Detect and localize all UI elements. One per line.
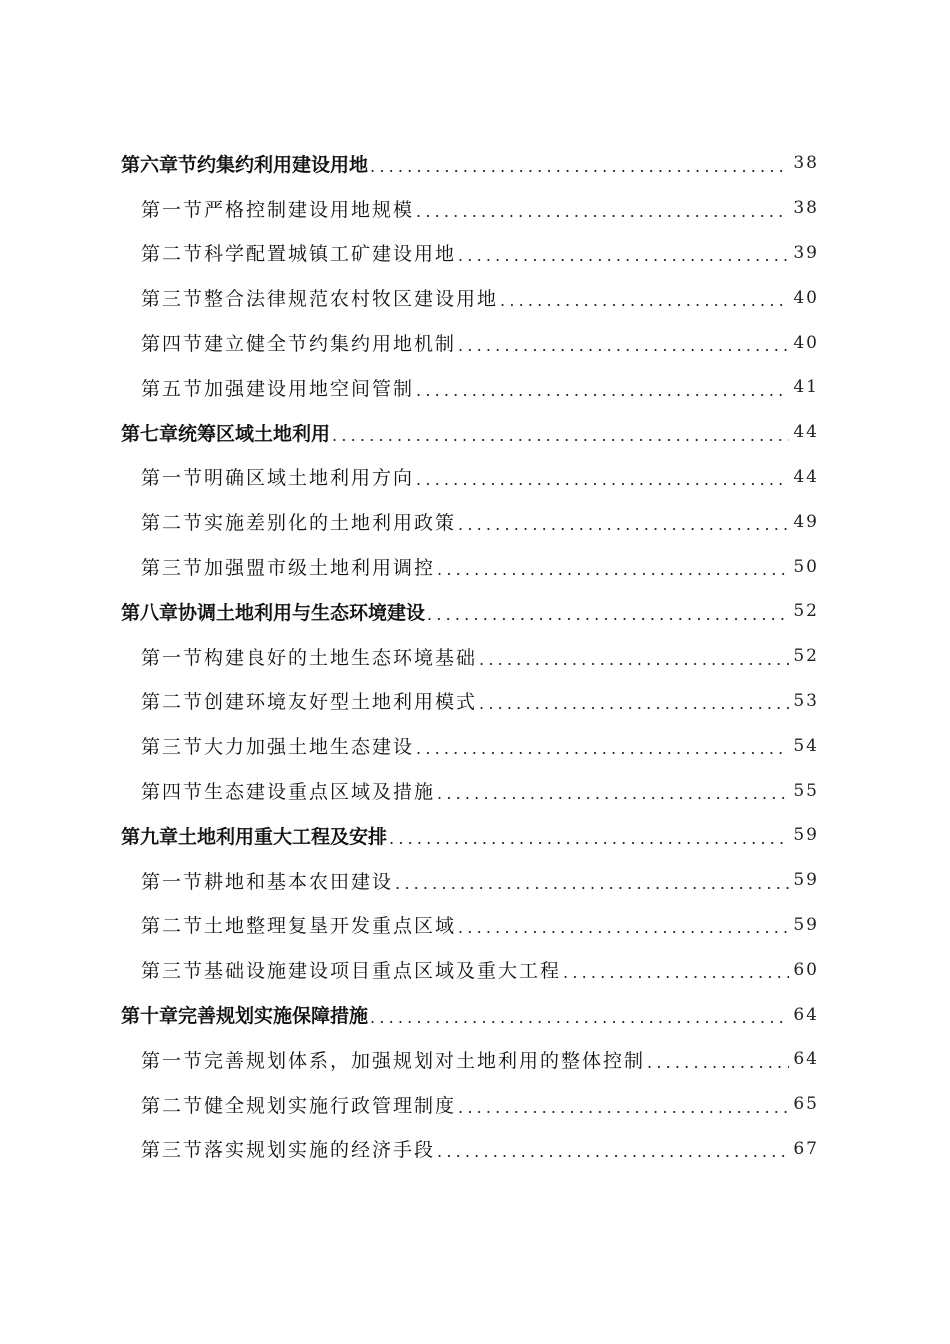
section-number: 第二节 bbox=[141, 512, 205, 535]
page-number: 52 bbox=[793, 601, 819, 622]
section-title: 整合法律规范农村牧区建设用地 bbox=[204, 288, 499, 311]
section-number: 第一节 bbox=[141, 646, 205, 669]
chapter-number: 第六章 bbox=[121, 153, 179, 176]
section-title: 基础设施建设项目重点区域及重大工程 bbox=[204, 960, 562, 983]
dot-leader bbox=[458, 515, 789, 534]
toc-section-entry bbox=[121, 499, 819, 544]
toc-chapter-entry bbox=[121, 410, 819, 455]
toc-chapter-entry bbox=[121, 141, 819, 186]
page-number: 59 bbox=[793, 825, 819, 846]
toc-chapter-entry bbox=[121, 589, 819, 634]
section-number: 第一节 bbox=[141, 870, 205, 893]
section-title: 创建环境友好型土地利用模式 bbox=[204, 691, 478, 714]
page-number: 59 bbox=[793, 870, 819, 891]
toc-chapter-entry bbox=[121, 813, 819, 858]
chapter-title: 土地利用重大工程及安排 bbox=[178, 825, 388, 848]
section-title: 实施差别化的土地利用政策 bbox=[204, 512, 457, 535]
dot-leader bbox=[370, 157, 789, 176]
toc-section-entry bbox=[121, 1082, 819, 1127]
dot-leader bbox=[416, 202, 789, 221]
toc-chapter-entry bbox=[121, 992, 819, 1037]
page-number: 53 bbox=[793, 690, 819, 711]
page-number: 49 bbox=[793, 511, 819, 532]
toc-section-entry bbox=[121, 186, 819, 231]
section-title: 科学配置城镇工矿建设用地 bbox=[204, 243, 457, 266]
dot-leader bbox=[563, 963, 789, 982]
section-number: 第一节 bbox=[141, 467, 205, 490]
dot-leader bbox=[437, 1142, 789, 1161]
dot-leader bbox=[458, 336, 789, 355]
chapter-title: 完善规划实施保障措施 bbox=[178, 1005, 369, 1028]
section-title: 明确区域土地利用方向 bbox=[204, 467, 415, 490]
section-title: 生态建设重点区域及措施 bbox=[204, 781, 436, 804]
page-number: 54 bbox=[793, 735, 819, 756]
section-number: 第四节 bbox=[141, 781, 205, 804]
section-title: 构建良好的土地生态环境基础 bbox=[204, 646, 478, 669]
dot-leader bbox=[427, 605, 789, 624]
chapter-number: 第七章 bbox=[121, 422, 179, 445]
toc-section-entry bbox=[121, 455, 819, 500]
toc-section-entry bbox=[121, 679, 819, 724]
dot-leader bbox=[437, 560, 789, 579]
section-title: 加强盟市级土地利用调控 bbox=[204, 557, 436, 580]
chapter-title: 统筹区域土地利用 bbox=[178, 422, 331, 445]
page-number: 44 bbox=[793, 466, 819, 487]
section-title: 落实规划实施的经济手段 bbox=[204, 1139, 436, 1162]
dot-leader bbox=[370, 1008, 789, 1027]
dot-leader bbox=[395, 874, 789, 893]
dot-leader bbox=[416, 470, 789, 489]
dot-leader bbox=[458, 918, 789, 937]
toc-section-entry bbox=[121, 1037, 819, 1082]
toc-section-entry bbox=[121, 231, 819, 276]
page-number: 41 bbox=[793, 377, 819, 398]
section-number: 第一节 bbox=[141, 198, 205, 221]
page-number: 38 bbox=[793, 153, 819, 174]
toc-section-entry bbox=[121, 544, 819, 589]
chapter-number: 第十章 bbox=[121, 1005, 179, 1028]
toc-section-entry bbox=[121, 275, 819, 320]
section-number: 第三节 bbox=[141, 557, 205, 580]
chapter-number: 第八章 bbox=[121, 601, 179, 624]
page-number: 50 bbox=[793, 556, 819, 577]
dot-leader bbox=[500, 291, 789, 310]
dot-leader bbox=[389, 829, 789, 848]
page-number: 67 bbox=[793, 1138, 819, 1159]
dot-leader bbox=[479, 650, 789, 669]
page-number: 38 bbox=[793, 198, 819, 219]
page-number: 59 bbox=[793, 914, 819, 935]
section-number: 第二节 bbox=[141, 243, 205, 266]
toc-section-entry bbox=[121, 365, 819, 410]
dot-leader bbox=[416, 739, 789, 758]
dot-leader bbox=[416, 381, 789, 400]
toc-section-entry bbox=[121, 1127, 819, 1172]
section-title: 土地整理复垦开发重点区域 bbox=[204, 915, 457, 938]
dot-leader bbox=[458, 246, 789, 265]
section-number: 第一节 bbox=[141, 1049, 205, 1072]
section-title: 完善规划体系，加强规划对土地利用的整体控制 bbox=[204, 1049, 646, 1072]
section-number: 第二节 bbox=[141, 1094, 205, 1117]
dot-leader bbox=[332, 426, 789, 445]
dot-leader bbox=[458, 1098, 789, 1117]
page-number: 64 bbox=[793, 1004, 819, 1025]
section-number: 第三节 bbox=[141, 1139, 205, 1162]
section-title: 健全规划实施行政管理制度 bbox=[204, 1094, 457, 1117]
page-number: 65 bbox=[793, 1094, 819, 1115]
toc-section-entry bbox=[121, 320, 819, 365]
page-number: 60 bbox=[793, 959, 819, 980]
toc-section-entry bbox=[121, 858, 819, 903]
page-number: 52 bbox=[793, 646, 819, 667]
section-title: 加强建设用地空间管制 bbox=[204, 377, 415, 400]
section-number: 第三节 bbox=[141, 960, 205, 983]
toc-section-entry bbox=[121, 723, 819, 768]
page-number: 39 bbox=[793, 242, 819, 263]
toc-section-entry bbox=[121, 768, 819, 813]
page-number: 40 bbox=[793, 287, 819, 308]
section-number: 第二节 bbox=[141, 691, 205, 714]
chapter-title: 节约集约利用建设用地 bbox=[178, 153, 369, 176]
toc-section-entry bbox=[121, 634, 819, 679]
page-number: 44 bbox=[793, 422, 819, 443]
table-of-contents bbox=[121, 141, 819, 1171]
section-title: 严格控制建设用地规模 bbox=[204, 198, 415, 221]
section-number: 第四节 bbox=[141, 333, 205, 356]
page-number: 55 bbox=[793, 780, 819, 801]
section-title: 耕地和基本农田建设 bbox=[204, 870, 394, 893]
dot-leader bbox=[437, 784, 789, 803]
toc-section-entry bbox=[121, 903, 819, 948]
section-title: 大力加强土地生态建设 bbox=[204, 736, 415, 759]
section-number: 第五节 bbox=[141, 377, 205, 400]
section-number: 第三节 bbox=[141, 288, 205, 311]
chapter-title: 协调土地利用与生态环境建设 bbox=[178, 601, 426, 624]
page-number: 64 bbox=[793, 1049, 819, 1070]
page-number: 40 bbox=[793, 332, 819, 353]
section-title: 建立健全节约集约用地机制 bbox=[204, 333, 457, 356]
chapter-number: 第九章 bbox=[121, 825, 179, 848]
dot-leader bbox=[479, 694, 789, 713]
dot-leader bbox=[647, 1053, 789, 1072]
section-number: 第二节 bbox=[141, 915, 205, 938]
section-number: 第三节 bbox=[141, 736, 205, 759]
toc-section-entry bbox=[121, 947, 819, 992]
